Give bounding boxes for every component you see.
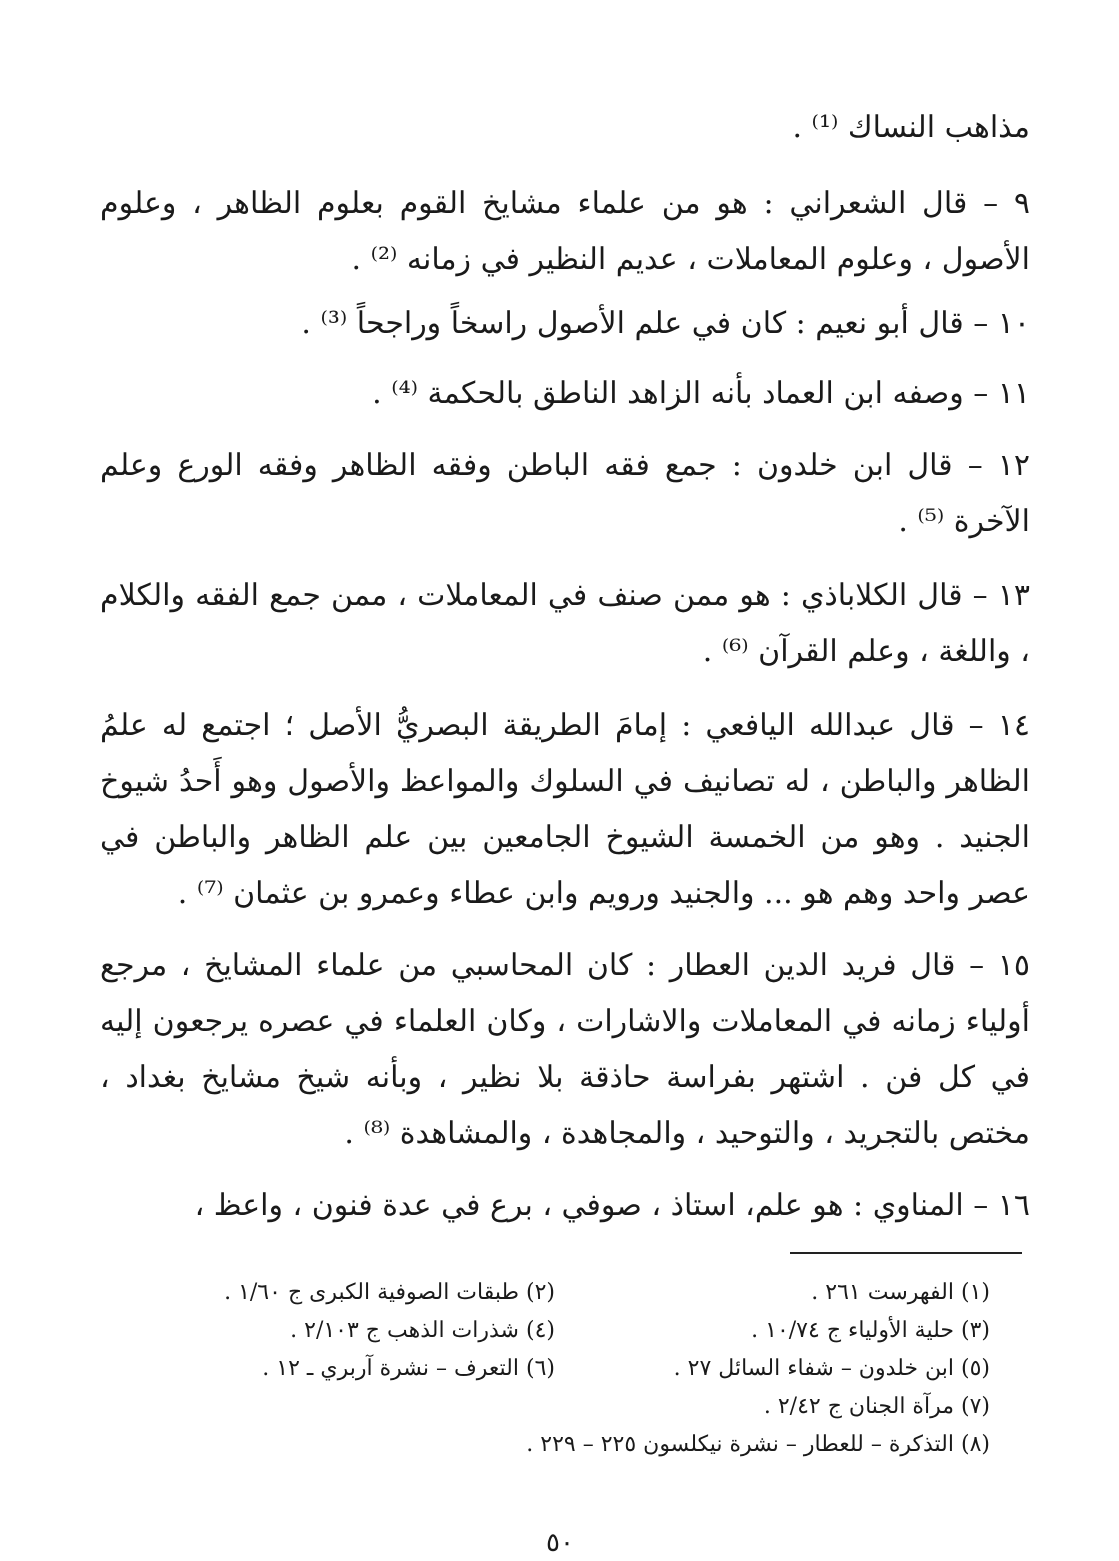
paragraph-16: ١٦ – المناوي : هو علم، استاذ ، صوفي ، برع في عدة فنون ، واعظ ،	[194, 1188, 1030, 1223]
footnote-row	[120, 1273, 990, 1311]
footnote-1: (١) الفهرست ٢٦١ .	[811, 1279, 990, 1305]
paragraph-13: ١٣ – قال الكلاباذي : هو ممن صنف في المعاملات ، ممن جمع الفقه والكلام ، واللغة ، وعلم القرآن ⁽⁶⁾ .	[100, 578, 1030, 669]
footnotes	[120, 1273, 990, 1463]
footnote-6: (٦) التعرف – نشرة آربري ـ ١٢ .	[262, 1355, 555, 1381]
footnote-7: (٧) مرآة الجنان ج ٢/٤٢ .	[763, 1393, 990, 1419]
paragraph-14: ١٤ – قال عبدالله اليافعي : إمامَ الطريقة البصريُّ الأصل ؛ اجتمع له علمُ الظاهر والباطن ، له تصانيف في السلوك والمواعظ والأصول وهو أَحدُ شيوخ الجنيد . وهو من الخمسة الشيوخ الجامعين بين علم الظاهر والباطن في عصر واحد وهم هو ... والجنيد ورويم وابن عطاء وعمرو بن عثمان ⁽⁷⁾ .	[100, 708, 1030, 911]
paragraph-9: ٩ – قال الشعراني : هو من علماء مشايخ القوم بعلوم الظاهر ، وعلوم الأصول ، وعلوم المعاملات ، عديم النظير في زمانه ⁽²⁾ .	[100, 186, 1030, 277]
footnote-row	[120, 1387, 990, 1425]
footnote-4: (٤) شذرات الذهب ج ٢/١٠٣ .	[290, 1317, 555, 1343]
paragraph-continuation: مذاهب النساك ⁽¹⁾ .	[792, 110, 1030, 145]
page-number: ٥٠	[546, 1528, 574, 1558]
footnote-3: (٣) حلية الأولياء ج ١٠/٧٤ .	[751, 1317, 990, 1343]
paragraph-12: ١٢ – قال ابن خلدون : جمع فقه الباطن وفقه الظاهر وفقه الورع وعلم الآخرة ⁽⁵⁾ .	[100, 448, 1030, 539]
footnote-row	[120, 1425, 990, 1463]
footnote-row	[120, 1349, 990, 1387]
footnote-row	[120, 1311, 990, 1349]
paragraph-10: ١٠ – قال أبو نعيم : كان في علم الأصول راسخاً وراجحاً ⁽³⁾ .	[301, 306, 1030, 341]
footnote-separator	[790, 1252, 1022, 1254]
footnote-2: (٢) طبقات الصوفية الكبرى ج ١/٦٠ .	[224, 1279, 555, 1305]
paragraph-15: ١٥ – قال فريد الدين العطار : كان المحاسبي من علماء المشايخ ، مرجع أولياء زمانه في المعاملات والاشارات ، وكان العلماء في عصره يرجعون إليه في كل فن . اشتهر بفراسة حاذقة بلا نظير ، وبأنه شيخ مشايخ بغداد ، مختص بالتجريد ، والتوحيد ، والمجاهدة ، والمشاهدة ⁽⁸⁾ .	[100, 948, 1030, 1151]
paragraph-11: ١١ – وصفه ابن العماد بأنه الزاهد الناطق بالحكمة ⁽⁴⁾ .	[372, 376, 1030, 411]
footnote-8: (٨) التذكرة – للعطار – نشرة نيكلسون ٢٢٥ – ٢٢٩ .	[526, 1431, 990, 1457]
footnote-5: (٥) ابن خلدون – شفاء السائل ٢٧ .	[673, 1355, 990, 1381]
